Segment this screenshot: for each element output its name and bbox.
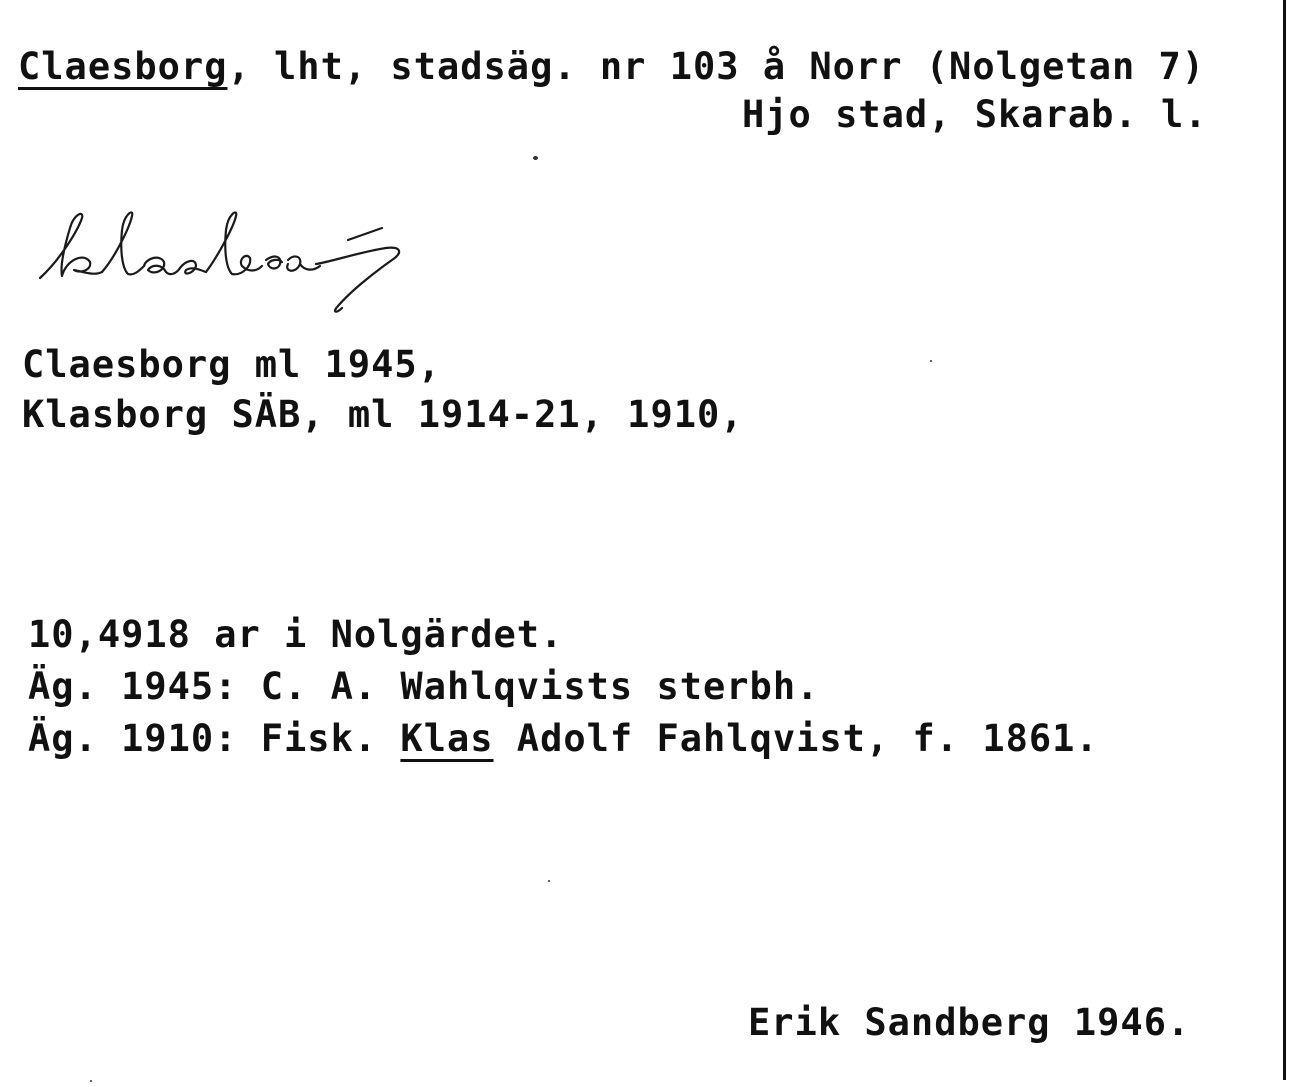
forms-line-1: Claesborg ml 1945, (22, 343, 441, 386)
owner-first-name: Klas (400, 717, 494, 760)
place-name: Claesborg (18, 45, 228, 88)
location-line: Hjo stad, Skarab. l. (742, 93, 1208, 136)
card-edge (1283, 0, 1286, 1080)
forms-line-2: Klasborg SÄB, ml 1914-21, 1910, (22, 393, 744, 436)
ink-speck (930, 360, 932, 362)
header-details: , lht, stadsäg. nr 103 å Norr (Nolgetan 7) (227, 45, 1206, 88)
ink-speck (533, 156, 538, 160)
ink-speck (548, 880, 550, 882)
details-line-2: Äg. 1945: C. A. Wahlqvists sterbh. (28, 665, 820, 708)
ink-speck (90, 1080, 92, 1082)
details-line-3 (28, 716, 1099, 762)
signature: Erik Sandberg 1946. (748, 1001, 1191, 1044)
details-line-3-suffix: Adolf Fahlqvist, f. 1861. (493, 717, 1099, 760)
details-line-1: 10,4918 ar i Nolgärdet. (28, 613, 564, 656)
header-line (18, 44, 1205, 90)
details-line-3-prefix: Äg. 1910: Fisk. (28, 717, 401, 760)
handwriting-scribble (30, 200, 430, 320)
handwritten-note (30, 200, 430, 320)
